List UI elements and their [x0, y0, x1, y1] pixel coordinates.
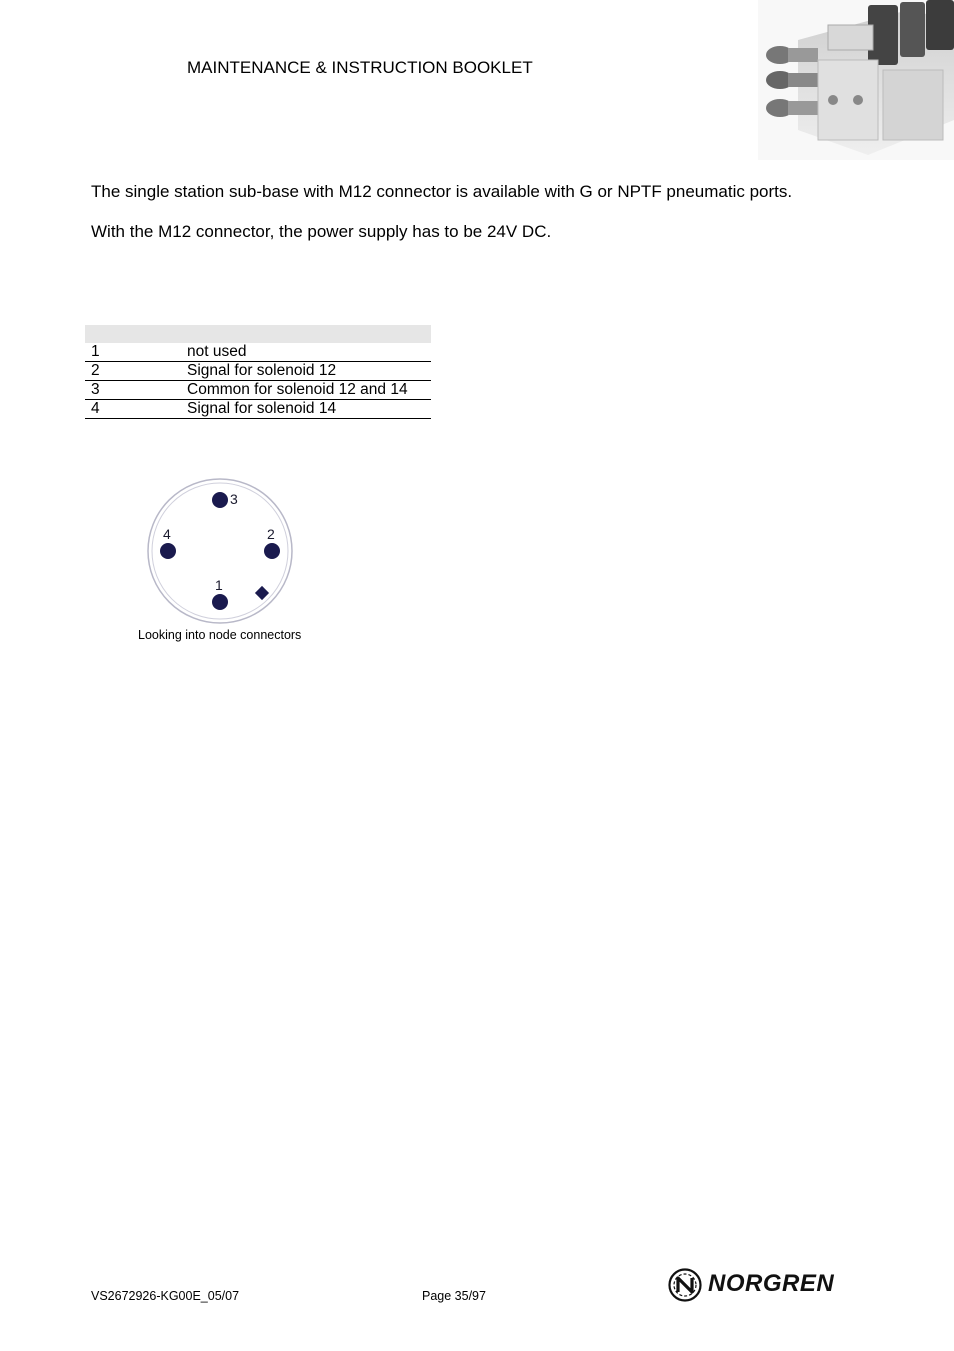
- m12-connector-diagram: [140, 470, 302, 630]
- header-title: MAINTENANCE & INSTRUCTION BOOKLET: [187, 58, 533, 77]
- valve-manifold-photo: [758, 0, 954, 160]
- pin-2-dot: [264, 543, 280, 559]
- table-row: [85, 343, 431, 362]
- pin-description: not used: [187, 343, 431, 362]
- pin-assignment-table: [85, 325, 431, 419]
- pin-label-4: 4: [163, 526, 171, 542]
- paragraph-availability: The single station sub-base with M12 connector is available with G or NPTF pneumatic ports.: [91, 182, 793, 201]
- table-header-row: [85, 325, 431, 343]
- norgren-logo-icon: [668, 1268, 702, 1302]
- pin-label-2: 2: [267, 526, 275, 542]
- table-row: [85, 400, 431, 419]
- pin-description: Common for solenoid 12 and 14: [187, 381, 431, 400]
- pin-description: Signal for solenoid 14: [187, 400, 431, 419]
- table-row: [85, 362, 431, 381]
- footer-page-number: Page 35/97: [422, 1289, 486, 1303]
- pin-1-dot: [212, 594, 228, 610]
- pin-number: 3: [85, 381, 187, 400]
- pin-label-3: 3: [230, 491, 238, 507]
- pin-number: 4: [85, 400, 187, 419]
- pin-number: 1: [85, 343, 187, 362]
- connector-caption: Looking into node connectors: [138, 628, 302, 642]
- pin-4-dot: [160, 543, 176, 559]
- coding-key-marker: [255, 586, 269, 600]
- pin-label-1: 1: [215, 577, 223, 593]
- paragraph-power-supply: With the M12 connector, the power supply has to be 24V DC.: [91, 222, 552, 241]
- table-row: [85, 381, 431, 400]
- brand-wordmark: NORGREN: [708, 1270, 835, 1297]
- pin-description: Signal for solenoid 12: [187, 362, 431, 381]
- pin-3-dot: [212, 492, 228, 508]
- footer-document-id: VS2672926-KG00E_05/07: [91, 1289, 240, 1303]
- pin-number: 2: [85, 362, 187, 381]
